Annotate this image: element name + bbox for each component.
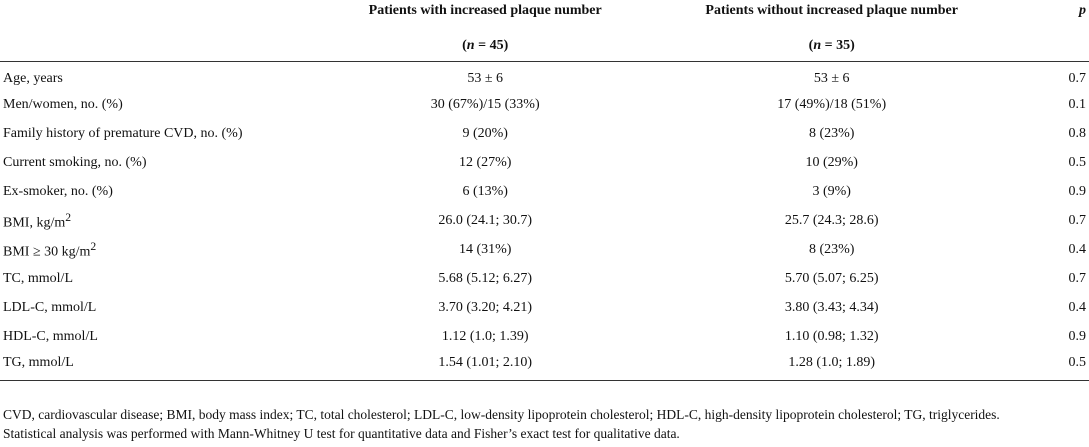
row-with-value: 9 (20%) [462,126,508,141]
row-with-value: 1.12 (1.0; 1.39) [441,329,529,344]
table-footnote [3,405,1089,443]
row-without-value: 1.10 (0.98; 1.32) [784,329,879,344]
header-with-n-var: n [466,38,475,53]
row-without-value: 25.7 (24.3; 28.6) [784,213,879,228]
header-with-n-value: = 45) [474,38,509,53]
header-blank-cell-2 [0,31,333,62]
row-label-superscript: 2 [65,210,72,224]
row-label: Ex-smoker, no. (%) [3,184,113,199]
row-p-value: 0.9 [1068,329,1086,344]
header-blank-cell [0,0,333,31]
row-with-value: 12 (27%) [458,155,512,170]
row-label-text: BMI, kg/m [3,215,66,231]
row-with-value: 3.70 (3.20; 4.21) [438,300,533,315]
row-label [0,236,333,265]
row-label [0,207,333,236]
row-label: HDL-C, mmol/L [3,329,98,344]
row-label-text: BMI ≥ 30 kg/m [3,244,91,260]
row-label: Age, years [3,71,63,87]
table-row [0,207,1089,236]
row-label: Men/women, no. (%) [3,97,123,112]
row-with-value: 1.54 (1.01; 2.10) [333,352,637,381]
row-with-value: 26.0 (24.1; 30.7) [438,213,533,228]
table-row [0,236,1089,265]
footnote-abbreviations: CVD, cardiovascular disease; BMI, body mass index; TC, total cholesterol; LDL-C, low-density lipoprotein cholesterol; HDL-C, high-density lipoprotein cholesterol; TG, triglycerides. [3,407,1000,422]
row-p-value: 0.5 [1026,352,1089,381]
table-row [0,178,1089,207]
row-without-value: 5.70 (5.07; 6.25) [784,271,879,286]
row-without-value: 10 (29%) [805,155,858,170]
row-without-value: 3.80 (3.43; 4.34) [784,300,879,315]
table-body [0,62,1089,381]
table-row [0,294,1089,323]
row-with-value: 6 (13%) [462,184,508,199]
row-without-value: 8 (23%) [808,242,855,257]
row-label: Current smoking, no. (%) [3,155,147,170]
table-row [0,352,1089,381]
row-with-value: 30 (67%)/15 (33%) [430,97,540,112]
header-p-value: p [1079,3,1086,18]
row-p-value: 0.7 [1068,271,1086,286]
row-label-superscript: 2 [90,239,97,253]
header-with-increase: Patients with increased plaque number [368,3,602,18]
row-p-value: 0.1 [1068,97,1086,112]
header-row-1 [0,0,1089,31]
row-p-value: 0.4 [1068,300,1086,315]
header-without-n-value: = 35) [821,38,855,53]
table-row [0,62,1089,91]
row-with-value: 14 (31%) [458,242,512,257]
footnote-statistics: Statistical analysis was performed with Mann-Whitney U test for quantitative data and Fisher’s exact test for qualitative data. [3,426,680,441]
table-row [0,265,1089,294]
row-p-value: 0.9 [1068,184,1086,199]
row-p-value: 0.5 [1068,155,1086,170]
row-without-value: 1.28 (1.0; 1.89) [637,352,1026,381]
row-p-value: 0.4 [1068,242,1086,257]
row-label: TC, mmol/L [3,271,73,286]
table-row [0,120,1089,149]
table-row [0,323,1089,352]
row-p-value: 0.8 [1068,126,1086,141]
header-without-increase: Patients without increased plaque number [705,3,958,18]
header-without-n-var: n [813,38,822,53]
row-p-value: 0.7 [1068,213,1086,228]
header-with-n [333,31,637,62]
header-blank-cell-3 [1026,31,1089,62]
table-row [0,149,1089,178]
row-label: TG, mmol/L [0,352,333,381]
row-without-value: 53 ± 6 [813,71,850,87]
row-without-value: 3 (9%) [812,184,851,199]
header-with-n-prefix: ( [462,38,467,53]
table-header [0,0,1089,62]
row-label: LDL-C, mmol/L [3,300,97,315]
header-without-n [637,31,1026,62]
row-with-value: 5.68 (5.12; 6.27) [438,271,533,286]
row-without-value: 8 (23%) [808,126,855,141]
row-label: Family history of premature CVD, no. (%) [3,126,243,141]
row-without-value: 17 (49%)/18 (51%) [777,97,887,112]
table-row [0,91,1089,120]
row-p-value: 0.7 [1068,71,1086,87]
header-without-n-prefix: ( [808,38,814,53]
header-row-2 [0,31,1089,62]
row-with-value: 53 ± 6 [467,71,504,87]
